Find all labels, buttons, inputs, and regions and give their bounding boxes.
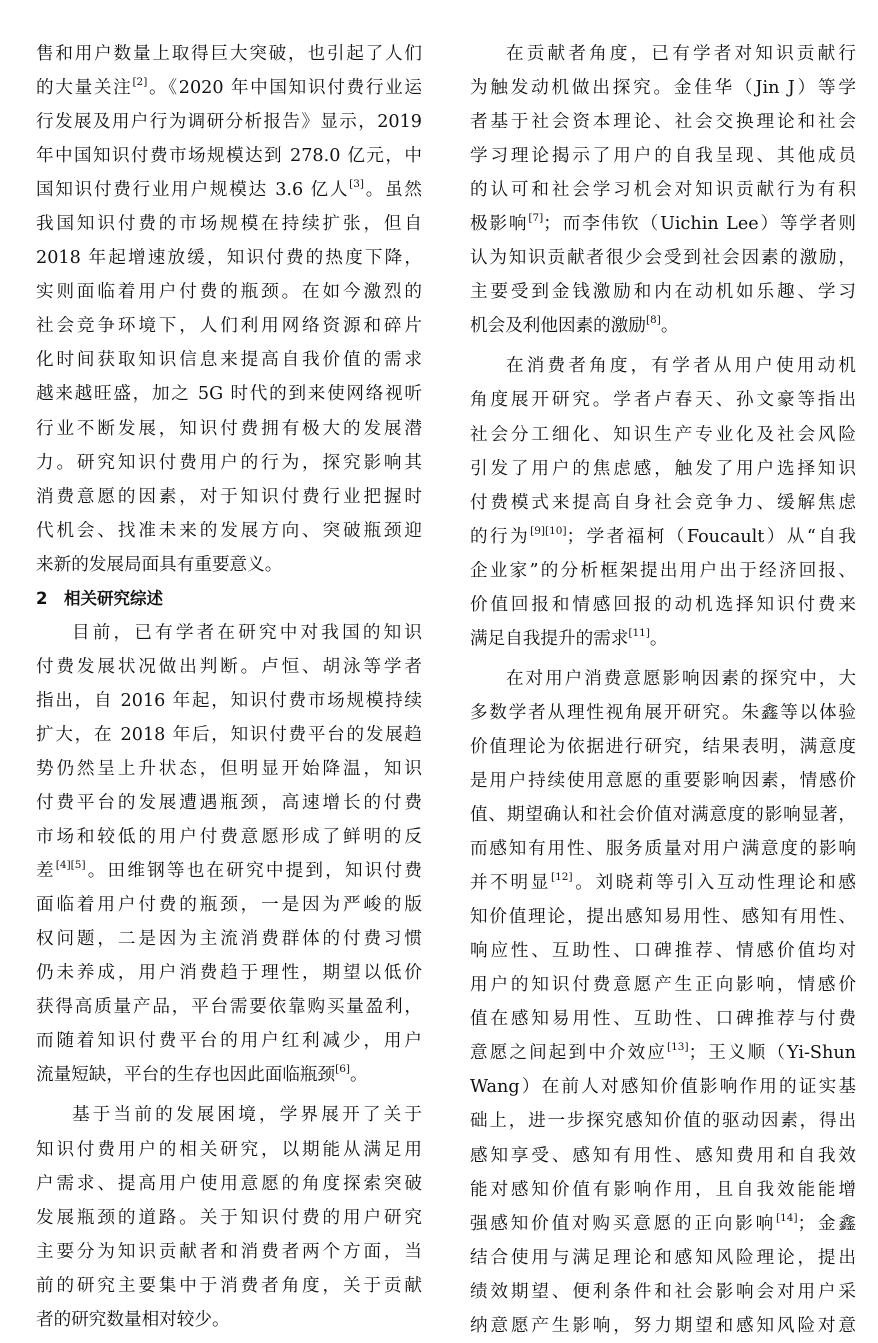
text-line [470, 798, 856, 832]
text-line [36, 718, 422, 752]
text-line [36, 854, 422, 888]
text-line [470, 662, 856, 696]
line-text: 引发了用户的焦虑感，触发了用户选择知识 [470, 458, 856, 479]
line-text: 我国知识付费的市场规模在持续扩张，但自 [36, 214, 422, 235]
text-line [36, 343, 422, 377]
line-text: 在消费者角度，有学者从用户使用动机 [506, 356, 856, 377]
line-text: 付费平台的发展遭遇瓶颈，高速增长的付费 [36, 793, 422, 814]
line-text: 值、期望确认和社会价值对满意度的影响显著， [470, 805, 856, 826]
text-line [36, 1269, 422, 1303]
line-text: 知识付费用户的相关研究，以期能从满足用 [36, 1139, 422, 1160]
line-text: 主要分为知识贡献者和消费者两个方面，当 [36, 1241, 422, 1262]
line-text: 差 [36, 861, 56, 882]
line-text: 社会竞争环境下，人们利用网络资源和碎片 [36, 316, 422, 337]
citation-reference: [14] [776, 1211, 798, 1224]
citation-reference: [12] [550, 871, 573, 884]
citation-reference: [9][10] [530, 524, 567, 537]
text-line [36, 1024, 422, 1058]
text-line [36, 207, 422, 241]
line-text: 化时间获取知识信息来提高自我价值的需求 [36, 350, 422, 371]
line-text: 满足自我提升的需求 [470, 628, 629, 649]
citation-reference: [6] [335, 1063, 350, 1076]
text-line [470, 934, 856, 968]
text-line [36, 412, 422, 446]
line-text: 并不明显 [470, 873, 551, 894]
text-line [36, 1201, 422, 1235]
text-line [36, 752, 422, 786]
line-text: 。 [349, 1065, 368, 1086]
text-line [470, 37, 856, 71]
line-text: ；金鑫 [797, 1213, 856, 1234]
text-line [470, 696, 856, 730]
line-text: 2 相关研究综述 [36, 588, 163, 608]
line-text: 而随着知识付费平台的用户红利减少，用户 [36, 1031, 422, 1052]
text-line [36, 616, 422, 650]
line-text: 户需求、提高用户使用意愿的角度探索突破 [36, 1173, 422, 1194]
right-text-column [470, 37, 856, 1343]
line-text: 企业家”的分析框架提出用户出于经济回报、 [470, 560, 856, 581]
text-line [36, 1058, 422, 1092]
citation-reference: [2] [132, 76, 148, 89]
line-text: 的认可和社会学习机会对知识贡献行为有积 [470, 180, 856, 201]
text-line [470, 730, 856, 764]
citation-reference: [8] [645, 314, 661, 327]
line-text: 价值理论为依据进行研究，结果表明，满意度 [470, 736, 856, 757]
text-line [470, 622, 856, 656]
line-text: ；学者福柯（Foucault）从“自我 [566, 526, 856, 547]
citation-reference: [13] [667, 1041, 689, 1054]
line-text: 年中国知识付费市场规模达到 278.0 亿元，中 [36, 146, 422, 167]
line-text: 为触发动机做出探究。金佳华（Jin J）等学 [470, 78, 856, 99]
line-text: 强感知价值对购买意愿的正向影响 [470, 1213, 777, 1234]
line-text: 来新的发展局面具有重要意义。 [36, 554, 283, 575]
text-line [36, 922, 422, 956]
line-text: 机会及利他因素的激励 [470, 316, 646, 337]
line-text: 基于当前的发展困境，学界展开了关于 [72, 1105, 422, 1126]
text-line [36, 990, 422, 1024]
text-line [470, 1036, 856, 1070]
line-text: 。 [660, 316, 679, 337]
line-text: 力。研究知识付费用户的行为，探究影响其 [36, 452, 422, 473]
text-line [36, 275, 422, 309]
line-text: 社会分工细化、知识生产专业化及社会风险 [470, 424, 856, 445]
line-text: 势仍然呈上升状态，但明显开始降温，知识 [36, 758, 422, 779]
text-line [36, 1098, 422, 1132]
line-text: 值在感知易用性、互助性、口碑推荐与付费 [470, 1009, 856, 1030]
line-text: 多数学者从理性视角展开研究。朱鑫等以体验 [470, 702, 856, 723]
line-text: 。《2020 年中国知识付费行业运 [147, 78, 422, 99]
line-text: 权问题，二是因为主流消费群体的付费习惯 [36, 929, 422, 950]
line-text: 认为知识贡献者很少会受到社会因素的激励， [470, 248, 856, 269]
line-text: 知价值理论，提出感知易用性、感知有用性、 [470, 907, 856, 928]
text-line [36, 480, 422, 514]
line-text: ；王义顺（Yi-Shun [688, 1043, 856, 1064]
line-text: Wang）在前人对感知价值影响作用的证实基 [470, 1077, 856, 1098]
text-line [36, 139, 422, 173]
left-text-column [36, 37, 422, 1337]
text-line [36, 173, 422, 207]
line-text: 发展瓶颈的道路。关于知识付费的用户研究 [36, 1207, 422, 1228]
text-line [470, 139, 856, 173]
text-line [36, 820, 422, 854]
line-text: 价值回报和情感回报的动机选择知识付费来 [470, 594, 856, 615]
line-text: 础上，进一步探究感知价值的驱动因素，得出 [470, 1111, 856, 1132]
line-text: 扩大，在 2018 年后，知识付费平台的发展趋 [36, 724, 422, 745]
line-text: 者的研究数量相对较少。 [36, 1309, 230, 1330]
line-text: 感知享受、感知有用性、感知费用和自我效 [470, 1145, 856, 1166]
line-text: 获得高质量产品，平台需要依靠购买量盈利， [36, 997, 422, 1018]
line-text: 付费模式来提高自身社会竞争力、缓解焦虑 [470, 492, 856, 513]
text-line [470, 554, 856, 588]
text-line [36, 956, 422, 990]
text-line [36, 786, 422, 820]
line-text: 意愿之间起到中介效应 [470, 1043, 667, 1064]
text-line [36, 37, 422, 71]
line-text: 角度展开研究。学者卢春天、孙文豪等指出 [470, 390, 856, 411]
text-line [470, 207, 856, 241]
line-text: 市场和较低的用户付费意愿形成了鲜明的反 [36, 827, 422, 848]
line-text: 代机会、找准未来的发展方向、突破瓶颈迎 [36, 520, 422, 541]
text-line [470, 486, 856, 520]
line-text: 。 [649, 628, 668, 649]
line-text: 仍未养成，用户消费趋于理性，期望以低价 [36, 963, 422, 984]
line-text: ；而李伟钦（Uichin Lee）等学者则 [543, 214, 856, 235]
text-line [36, 309, 422, 343]
line-text: 行业不断发展，知识付费拥有极大的发展潜 [36, 418, 422, 439]
line-text: 是用户持续使用意愿的重要影响因素，情感价 [470, 770, 856, 791]
text-line [470, 1275, 856, 1309]
line-text: 流量短缺，平台的生存也因此面临瓶颈 [36, 1065, 336, 1086]
line-text: 主要受到金钱激励和内在动机如乐趣、学习 [470, 282, 856, 303]
section-heading [36, 582, 422, 616]
text-line [470, 1173, 856, 1207]
text-line [36, 514, 422, 548]
line-text: 越来越旺盛，加之 5G 时代的到来使网络视听 [36, 384, 422, 405]
line-text: 的大量关注 [36, 78, 133, 99]
line-text: 。田维钢等也在研究中提到，知识付费 [85, 861, 422, 882]
line-text: 实则面临着用户付费的瓶颈。在如今激烈的 [36, 282, 422, 303]
text-line [36, 684, 422, 718]
text-line [36, 1235, 422, 1269]
line-text: 面临着用户付费的瓶颈，一是因为严峻的版 [36, 895, 422, 916]
line-text: 前的研究主要集中于消费者角度，关于贡献 [36, 1275, 422, 1296]
line-text: 响应性、互助性、口碑推荐、情感价值均对 [470, 941, 856, 962]
citation-reference: [7] [528, 212, 544, 225]
text-line [36, 105, 422, 139]
citation-reference: [11] [628, 626, 650, 639]
line-text: 结合使用与满足理论和感知风险理论，提出 [470, 1247, 856, 1268]
text-line [36, 548, 422, 582]
line-text: 指出，自 2016 年起，知识付费市场规模持续 [36, 690, 422, 711]
text-line [36, 1133, 422, 1167]
line-text: 在贡献者角度，已有学者对知识贡献行 [506, 44, 856, 64]
line-text: 纳意愿产生影响，努力期望和感知风险对意 [470, 1315, 856, 1336]
line-text: 学习理论揭示了用户的自我呈现、其他成员 [470, 146, 856, 167]
text-line [470, 452, 856, 486]
line-text: 目前，已有学者在研究中对我国的知识 [72, 622, 422, 643]
text-line [36, 888, 422, 922]
text-line [470, 1241, 856, 1275]
line-text: 能对感知价值有影响作用，且自我效能能增 [470, 1179, 856, 1200]
line-text: 2018 年起增速放缓，知识付费的热度下降， [36, 248, 422, 269]
text-line [470, 1104, 856, 1138]
text-line [36, 377, 422, 411]
text-line [470, 349, 856, 383]
text-line [470, 900, 856, 934]
line-text: 而感知有用性、服务质量对用户满意度的影响 [470, 839, 856, 860]
text-line [470, 105, 856, 139]
line-text: 售和用户数量上取得巨大突破，也引起了人们 [36, 44, 422, 64]
line-text: 国知识付费行业用户规模达 3.6 亿人 [36, 180, 350, 201]
citation-reference: [4][5] [55, 859, 86, 872]
text-line [36, 1167, 422, 1201]
text-line [470, 866, 856, 900]
line-text: 极影响 [470, 214, 529, 235]
text-line [470, 832, 856, 866]
line-text: 绩效期望、便利条件和社会影响会对用户采 [470, 1281, 856, 1302]
text-line [470, 383, 856, 417]
line-text: 在对用户消费意愿影响因素的探究中，大 [506, 668, 856, 689]
text-line [470, 241, 856, 275]
text-line [470, 968, 856, 1002]
line-text: 者基于社会资本理论、社会交换理论和社会 [470, 112, 856, 133]
text-line [36, 446, 422, 480]
text-line [470, 275, 856, 309]
line-text: 用户的知识付费意愿产生正向影响，情感价 [470, 975, 856, 996]
line-text: 行发展及用户行为调研分析报告》显示，2019 [36, 112, 422, 133]
text-line [470, 418, 856, 452]
text-line [470, 173, 856, 207]
line-text: 。虽然 [364, 180, 422, 201]
text-line [470, 309, 856, 343]
text-line [36, 650, 422, 684]
text-line [470, 1070, 856, 1104]
citation-reference: [3] [349, 178, 365, 191]
line-text: 消费意愿的因素，对于知识付费行业把握时 [36, 486, 422, 507]
text-line [36, 71, 422, 105]
text-line [470, 1139, 856, 1173]
text-line [470, 1002, 856, 1036]
line-text: 付费发展状况做出判断。卢恒、胡泳等学者 [36, 656, 422, 677]
text-line [36, 1303, 422, 1337]
text-line [470, 71, 856, 105]
text-line [470, 588, 856, 622]
text-line [36, 241, 422, 275]
text-line [470, 1207, 856, 1241]
text-line [470, 764, 856, 798]
text-line [470, 1309, 856, 1343]
line-text: 。刘晓莉等引入互动性理论和感 [572, 873, 856, 894]
line-text: 的行为 [470, 526, 531, 547]
text-line [470, 520, 856, 554]
